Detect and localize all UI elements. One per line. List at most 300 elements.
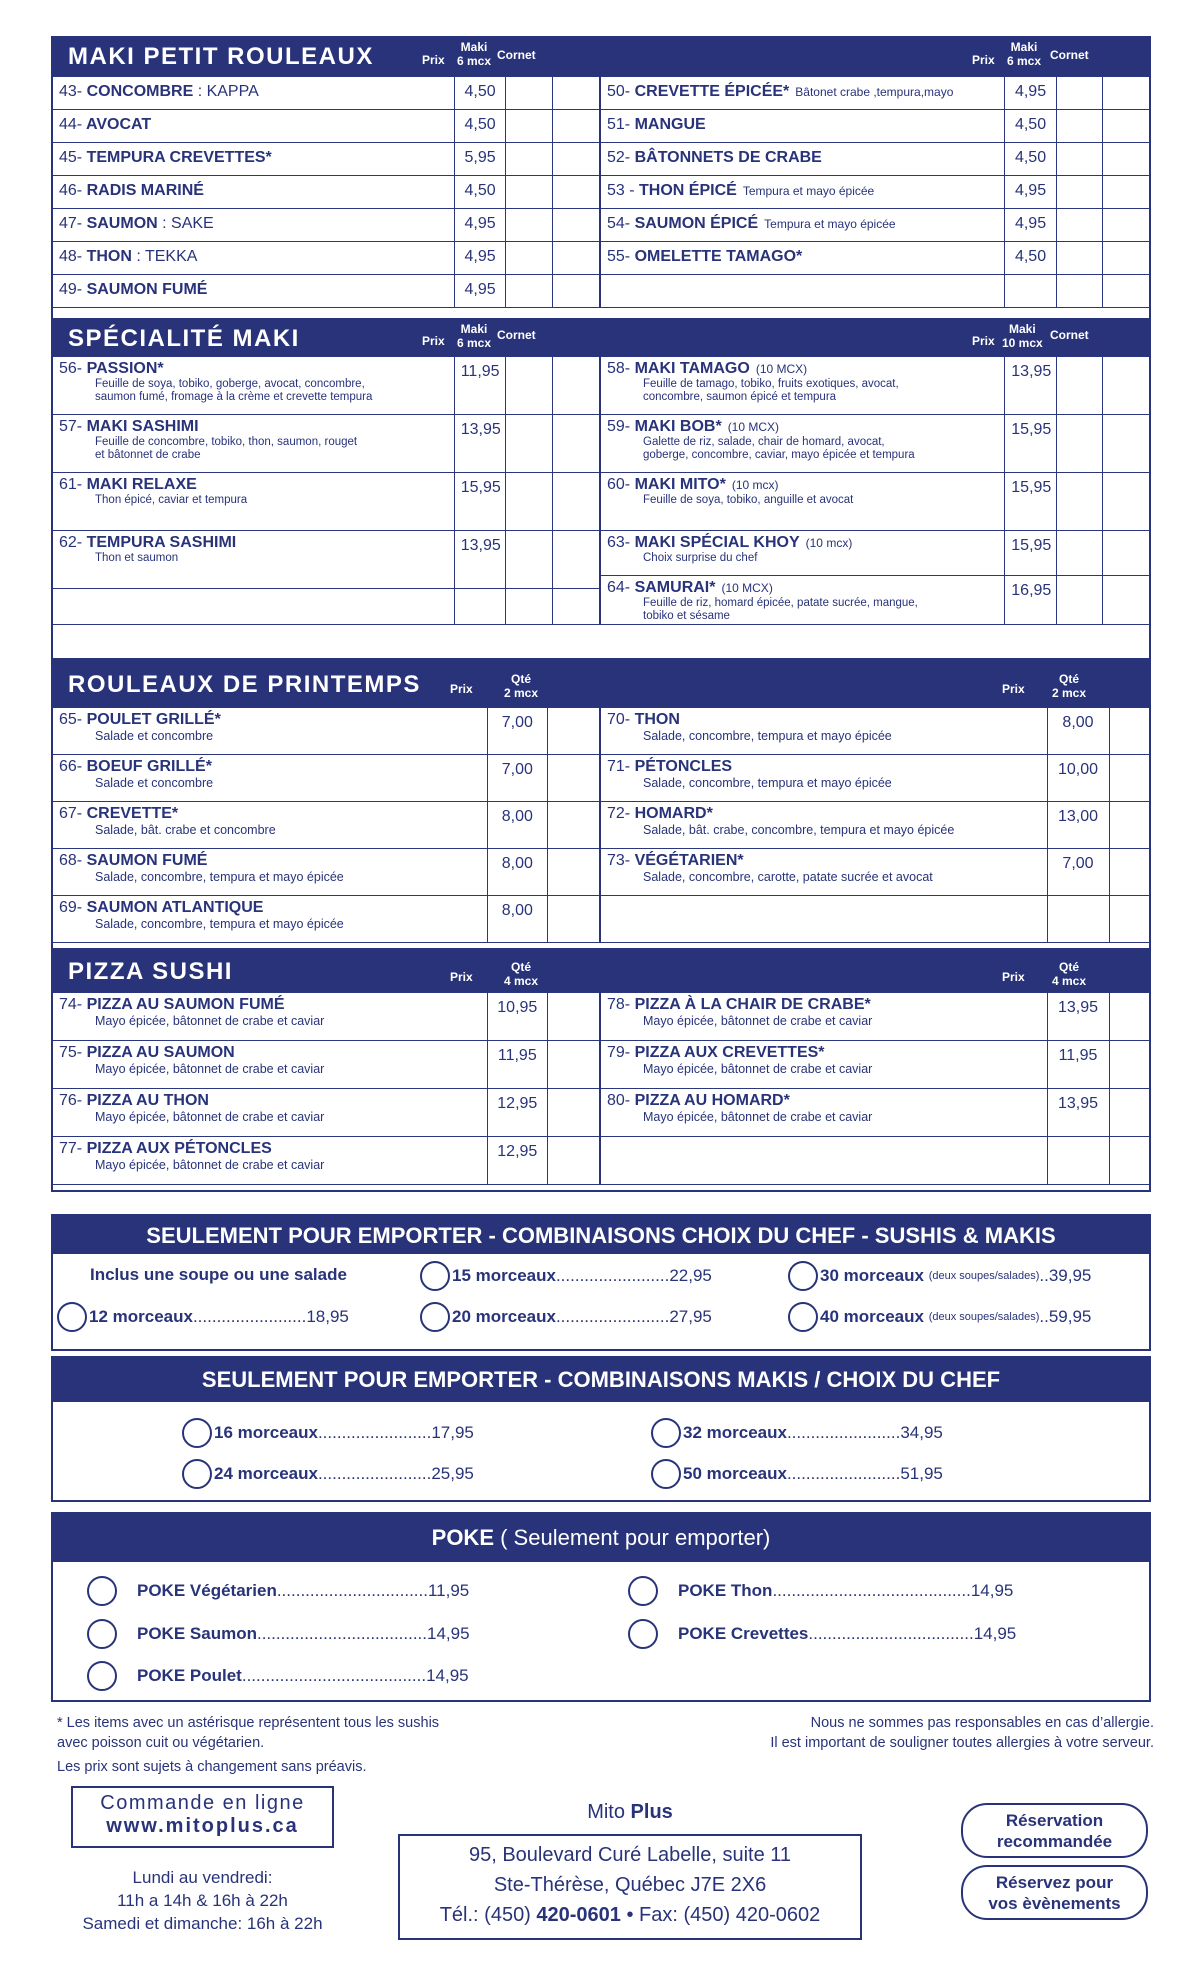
quantity-box[interactable]	[1056, 275, 1102, 308]
radio-circle[interactable]	[420, 1261, 450, 1291]
menu-item-name: 67- CREVETTE*	[59, 805, 179, 822]
menu-item-price: 13,95	[454, 415, 506, 473]
pizza-sushi-section	[51, 950, 1151, 1192]
column-header: Cornet	[1050, 48, 1089, 62]
menu-item-name: 68- SAUMON FUMÉ	[59, 852, 208, 869]
radio-circle[interactable]	[87, 1576, 117, 1606]
menu-item-price: 4,50	[454, 77, 506, 110]
menu-item-name: 45- TEMPURA CREVETTES*	[59, 149, 272, 166]
menu-item-name: 56- PASSION*	[59, 360, 164, 377]
menu-item-name: 49- SAUMON FUMÉ	[59, 281, 208, 298]
menu-item-name: 51- MANGUE	[607, 116, 706, 133]
menu-item-description: Feuille de soya, tobiko, goberge, avocat, concombre, saumon fumé, fromage à la crème et crevette tempura	[95, 378, 373, 403]
menu-item-row	[601, 110, 1149, 143]
menu-item-cell	[53, 1089, 487, 1137]
menu-item-cell	[53, 896, 487, 943]
menu-item-name: 66- BOEUF GRILLÉ*	[59, 758, 212, 775]
menu-column-right	[601, 992, 1149, 1185]
menu-item-row	[53, 275, 599, 308]
online-order-label: Commande en ligne	[100, 1792, 305, 1814]
radio-circle[interactable]	[628, 1576, 658, 1606]
quantity-box[interactable]	[1103, 110, 1149, 143]
column-header: Prix	[972, 334, 995, 348]
menu-item-price: 4,50	[454, 176, 506, 209]
section-header	[53, 38, 1149, 76]
menu-item-price: 13,95	[1005, 357, 1057, 415]
menu-item-cell	[601, 802, 1047, 849]
menu-item-row	[601, 242, 1149, 275]
menu-item-description: Thon épicé, caviar et tempura	[95, 494, 248, 506]
menu-item-description: Mayo épicée, bâtonnet de crabe et caviar	[643, 1110, 873, 1124]
menu-item-description: Salade, concombre, tempura et mayo épicée	[643, 729, 892, 743]
combo-option-50[interactable]: 50 morceaux ........................ 51,95	[651, 1459, 943, 1489]
quantity-box[interactable]	[547, 1089, 599, 1137]
phone-fax-line: Tél.: (450) 420-0601 • Fax: (450) 420-0602	[439, 1904, 821, 1926]
combo-option-32[interactable]: 32 morceaux ........................ 34,95	[651, 1418, 943, 1448]
menu-item-description: Salade, concombre, carotte, patate sucrée et avocat	[643, 870, 933, 884]
quantity-box[interactable]	[552, 176, 599, 209]
menu-item-row	[53, 531, 599, 589]
combo-makis-title: SEULEMENT POUR EMPORTER - COMBINAISONS MAKIS / CHOIX DU CHEF	[53, 1358, 1149, 1402]
combo-option-15[interactable]: 15 morceaux ........................ 22,95	[420, 1261, 712, 1291]
poke-option-vegetarien[interactable]: POKE Végétarien ................................ 11,95	[87, 1576, 469, 1606]
menu-item-price: 12,95	[487, 1089, 547, 1137]
menu-table	[53, 356, 599, 625]
combo-option-16[interactable]: 16 morceaux ........................ 17,95	[182, 1418, 474, 1448]
quantity-box[interactable]	[1056, 209, 1102, 242]
menu-item-description: Choix surprise du chef	[643, 552, 758, 564]
quantity-box[interactable]	[1103, 176, 1149, 209]
menu-item-description: Salade et concombre	[95, 776, 214, 790]
menu-item-price	[1005, 275, 1057, 308]
quantity-box[interactable]	[1056, 77, 1102, 110]
menu-column-left	[53, 76, 601, 308]
quantity-box[interactable]	[552, 110, 599, 143]
quantity-box[interactable]	[547, 993, 599, 1041]
menu-item-row	[601, 176, 1149, 209]
menu-item-row	[53, 896, 599, 943]
combo-option-20[interactable]: 20 morceaux ........................ 27,95	[420, 1302, 712, 1332]
menu-item-price: 5,95	[454, 143, 506, 176]
menu-table	[53, 707, 599, 943]
menu-item-description: Mayo épicée, bâtonnet de crabe et caviar	[95, 1158, 325, 1172]
menu-item-description: Feuille de concombre, tobiko, thon, saumon, rouget et bâtonnet de crabe	[95, 436, 358, 461]
address-box	[398, 1834, 862, 1940]
menu-item-price: 8,00	[487, 849, 547, 896]
column-header: Prix	[422, 334, 445, 348]
menu-item-cell	[601, 473, 1005, 531]
menu-item-cell	[601, 209, 1005, 242]
menu-item-row	[601, 802, 1149, 849]
menu-item-description: Feuille de riz, homard épicée, patate sucrée, mangue, tobiko et sésame	[643, 597, 918, 622]
quantity-box[interactable]	[1056, 143, 1102, 176]
quantity-box[interactable]	[552, 242, 599, 275]
menu-item-cell	[53, 531, 454, 589]
menu-item-price: 4,95	[1005, 209, 1057, 242]
menu-table	[53, 992, 599, 1185]
section-title: MAKI PETIT ROULEAUX	[68, 43, 374, 70]
rouleaux-printemps-section	[51, 660, 1151, 950]
menu-item-price: 15,95	[1005, 531, 1057, 576]
menu-column-left	[53, 356, 601, 625]
radio-circle[interactable]	[87, 1661, 117, 1691]
menu-table	[601, 707, 1149, 943]
menu-item-name: 64- SAMURAI* (10 MCX)	[607, 579, 773, 596]
menu-item-name: 46- RADIS MARINÉ	[59, 182, 204, 199]
quantity-box[interactable]	[1109, 993, 1149, 1041]
column-header: Prix	[972, 53, 995, 67]
menu-item-cell	[53, 242, 454, 275]
quantity-box[interactable]	[1103, 77, 1149, 110]
menu-item-name: 58- MAKI TAMAGO (10 MCX)	[607, 360, 808, 377]
menu-item-price: 7,00	[487, 708, 547, 755]
maki-petit-rouleaux-section	[51, 36, 1151, 320]
quantity-box[interactable]	[552, 143, 599, 176]
menu-item-price: 8,00	[487, 896, 547, 943]
combo-option-12[interactable]: 12 morceaux ........................ 18,95	[57, 1302, 349, 1332]
menu-item-name: 73- VÉGÉTARIEN*	[607, 852, 744, 869]
menu-item-row	[601, 415, 1149, 473]
menu-item-name: 72- HOMARD*	[607, 805, 713, 822]
quantity-box[interactable]	[506, 176, 553, 209]
menu-item-description: Salade, concombre, tempura et mayo épicée	[95, 917, 344, 931]
column-header: Qté 2 mcx	[1052, 672, 1087, 700]
menu-item-name: 48- THON : TEKKA	[59, 248, 198, 265]
section-header	[53, 952, 1149, 992]
quantity-box[interactable]	[1103, 473, 1149, 531]
quantity-box[interactable]	[1109, 849, 1149, 896]
menu-item-row	[601, 896, 1149, 943]
menu-item-price: 15,95	[1005, 415, 1057, 473]
menu-table	[601, 76, 1149, 308]
quantity-box[interactable]	[1109, 1137, 1149, 1185]
combo-included-note: Inclus une soupe ou une salade	[90, 1265, 347, 1284]
menu-item-description: Mayo épicée, bâtonnet de crabe et caviar	[643, 1062, 873, 1076]
quantity-box[interactable]	[547, 849, 599, 896]
specialite-maki-section	[51, 320, 1151, 660]
menu-item-price: 4,50	[1005, 110, 1057, 143]
menu-item-row	[53, 242, 599, 275]
section-header	[53, 662, 1149, 707]
quantity-box[interactable]	[1109, 1041, 1149, 1089]
quantity-box[interactable]	[1103, 531, 1149, 576]
quantity-box[interactable]	[552, 275, 599, 308]
quantity-box[interactable]	[1056, 415, 1102, 473]
quantity-box[interactable]	[547, 1137, 599, 1185]
quantity-box[interactable]	[1056, 110, 1102, 143]
menu-item-name: 63- MAKI SPÉCIAL KHOY (10 mcx)	[607, 534, 853, 551]
menu-item-name: 75- PIZZA AU SAUMON	[59, 1044, 235, 1061]
column-header: Cornet	[497, 48, 536, 62]
combo-option-40[interactable]: 40 morceaux (deux soupes/salades) .. 59,95	[788, 1302, 1091, 1332]
menu-item-row	[601, 576, 1149, 625]
menu-item-row	[601, 755, 1149, 802]
menu-item-price: 11,95	[487, 1041, 547, 1089]
menu-item-row	[601, 357, 1149, 415]
quantity-box[interactable]	[1103, 357, 1149, 415]
radio-circle[interactable]	[87, 1619, 117, 1649]
menu-item-description: Mayo épicée, bâtonnet de crabe et caviar	[95, 1062, 325, 1076]
quantity-box[interactable]	[547, 802, 599, 849]
quantity-box[interactable]	[506, 143, 553, 176]
menu-item-description: Galette de riz, salade, chair de homard, avocat, goberge, concombre, caviar, mayo épicée et tempura	[643, 436, 915, 461]
menu-item-name: 65- POULET GRILLÉ*	[59, 711, 221, 728]
menu-item-name: 59- MAKI BOB* (10 MCX)	[607, 418, 780, 435]
menu-item-cell	[53, 77, 454, 110]
combo-chef-sushis-makis	[51, 1214, 1151, 1351]
menu-item-row	[601, 143, 1149, 176]
menu-item-row	[601, 209, 1149, 242]
quantity-box[interactable]	[552, 77, 599, 110]
menu-item-row	[53, 415, 599, 473]
asterisk-note: * Les items avec un astérisque représentent tous les sushis avec poisson cuit ou végétarien.	[57, 1715, 440, 1751]
menu-item-row	[601, 1137, 1149, 1185]
radio-circle[interactable]	[420, 1302, 450, 1332]
menu-item-price: 11,95	[454, 357, 506, 415]
menu-item-cell	[53, 708, 487, 755]
menu-item-cell	[53, 357, 454, 415]
menu-item-name: 62- TEMPURA SASHIMI	[59, 534, 237, 551]
column-header: Prix	[450, 682, 473, 696]
combo-option-30[interactable]: 30 morceaux (deux soupes/salades) .. 39,95	[788, 1261, 1091, 1291]
quantity-box[interactable]	[1056, 576, 1102, 625]
menu-item-cell	[53, 110, 454, 143]
menu-item-description: Salade, concombre, tempura et mayo épicée	[95, 870, 344, 884]
quantity-box[interactable]	[1056, 531, 1102, 576]
quantity-box[interactable]	[1056, 473, 1102, 531]
menu-item-name: 47- SAUMON : SAKE	[59, 215, 214, 232]
quantity-box[interactable]	[547, 896, 599, 943]
column-header: Maki 10 mcx	[1002, 322, 1043, 350]
menu-item-cell	[601, 1089, 1047, 1137]
menu-item-price: 13,95	[1047, 993, 1109, 1041]
menu-item-cell	[601, 1137, 1047, 1185]
menu-item-price	[1047, 1137, 1109, 1185]
menu-column-right	[601, 356, 1149, 625]
menu-item-row	[601, 849, 1149, 896]
menu-item-description: Feuille de tamago, tobiko, fruits exotiques, avocat, concombre, saumon épicé et tempura	[643, 378, 899, 403]
menu-item-name: 71- PÉTONCLES	[607, 758, 733, 775]
quantity-box[interactable]	[1109, 1089, 1149, 1137]
menu-item-price: 15,95	[1005, 473, 1057, 531]
quantity-box[interactable]	[552, 209, 599, 242]
menu-item-price: 7,00	[487, 755, 547, 802]
quantity-box[interactable]	[506, 77, 553, 110]
menu-item-price: 13,95	[1047, 1089, 1109, 1137]
menu-column-right	[601, 76, 1149, 308]
menu-item-cell	[601, 576, 1005, 625]
column-header: Maki 6 mcx	[457, 322, 492, 350]
column-header: Qté 2 mcx	[504, 672, 539, 700]
menu-column-left	[53, 992, 601, 1185]
radio-circle[interactable]	[651, 1459, 681, 1489]
quantity-box[interactable]	[1056, 357, 1102, 415]
quantity-box[interactable]	[1103, 415, 1149, 473]
menu-item-cell	[601, 77, 1005, 110]
quantity-box[interactable]	[547, 708, 599, 755]
menu-item-name: 74- PIZZA AU SAUMON FUMÉ	[59, 996, 285, 1013]
quantity-box[interactable]	[1103, 143, 1149, 176]
column-header: Qté 4 mcx	[504, 960, 539, 988]
quantity-box[interactable]	[1103, 242, 1149, 275]
menu-item-price: 4,95	[1005, 176, 1057, 209]
combo-option-24[interactable]: 24 morceaux ........................ 25,95	[182, 1459, 474, 1489]
menu-item-row	[53, 77, 599, 110]
menu-item-row	[601, 77, 1149, 110]
menu-item-description: Mayo épicée, bâtonnet de crabe et caviar	[95, 1014, 325, 1028]
menu-item-row	[601, 275, 1149, 308]
radio-circle[interactable]	[57, 1302, 87, 1332]
menu-item-row	[53, 357, 599, 415]
menu-item-price: 4,95	[454, 242, 506, 275]
radio-circle[interactable]	[651, 1418, 681, 1448]
quantity-box[interactable]	[506, 242, 553, 275]
menu-table	[53, 76, 599, 308]
menu-table	[601, 992, 1149, 1185]
menu-item-cell	[601, 1041, 1047, 1089]
menu-item-cell	[53, 993, 487, 1041]
radio-circle[interactable]	[182, 1418, 212, 1448]
menu-item-price: 4,50	[1005, 143, 1057, 176]
column-header: Prix	[1002, 970, 1025, 984]
poke-title: POKE ( Seulement pour emporter)	[53, 1514, 1149, 1562]
quantity-box[interactable]	[506, 110, 553, 143]
menu-item-row	[53, 209, 599, 242]
column-header: Qté 4 mcx	[1052, 960, 1087, 988]
poke-option-crevettes[interactable]: POKE Crevettes ................................... 14,95	[628, 1619, 1016, 1649]
column-header: Prix	[450, 970, 473, 984]
menu-item-price: 10,00	[1047, 755, 1109, 802]
menu-item-cell	[53, 1041, 487, 1089]
address-line-2: Ste-Thérèse, Québec J7E 2X6	[493, 1874, 767, 1896]
website-link[interactable]: www.mitoplus.ca	[106, 1815, 299, 1837]
quantity-box[interactable]	[506, 209, 553, 242]
menu-item-price: 13,95	[454, 531, 506, 589]
menu-item-price: 4,50	[454, 110, 506, 143]
menu-item-name: 61- MAKI RELAXE	[59, 476, 197, 493]
quantity-box[interactable]	[1056, 242, 1102, 275]
menu-item-row	[53, 849, 599, 896]
menu-item-description: Thon et saumon	[95, 552, 179, 564]
menu-item-cell	[53, 473, 454, 531]
menu-item-price: 12,95	[487, 1137, 547, 1185]
menu-item-row	[601, 1089, 1149, 1137]
menu-item-row	[53, 755, 599, 802]
menu-item-cell	[53, 849, 487, 896]
menu-item-name: 78- PIZZA À LA CHAIR DE CRABE*	[607, 996, 871, 1013]
menu-item-cell	[601, 755, 1047, 802]
menu-item-name: 76- PIZZA AU THON	[59, 1092, 209, 1109]
price-change-note: Les prix sont sujets à changement sans préavis.	[57, 1759, 367, 1775]
menu-item-price: 4,95	[454, 209, 506, 242]
menu-item-name: 79- PIZZA AUX CREVETTES*	[607, 1044, 825, 1061]
menu-item-name: 43- CONCOMBRE : KAPPA	[59, 83, 259, 100]
quantity-box[interactable]	[506, 415, 553, 473]
menu-item-description: Salade, concombre, tempura et mayo épicée	[643, 776, 892, 790]
radio-circle[interactable]	[788, 1302, 818, 1332]
quantity-box[interactable]	[506, 473, 553, 531]
quantity-box[interactable]	[506, 531, 553, 589]
menu-item-cell	[601, 143, 1005, 176]
column-header: Prix	[422, 53, 445, 67]
combo-makis-chef	[51, 1356, 1151, 1502]
menu-item-cell	[53, 589, 454, 625]
events-badge: Réservez pour vos èvènements	[961, 1865, 1148, 1920]
poke-option-thon[interactable]: POKE Thon .......................................... 14,95	[628, 1576, 1013, 1606]
poke-option-saumon[interactable]: POKE Saumon .................................... 14,95	[87, 1619, 470, 1649]
menu-item-row	[53, 1089, 599, 1137]
quantity-box[interactable]	[1109, 802, 1149, 849]
menu-item-price: 4,50	[1005, 242, 1057, 275]
menu-item-cell	[601, 896, 1047, 943]
menu-item-price: 7,00	[1047, 849, 1109, 896]
menu-item-price: 15,95	[454, 473, 506, 531]
menu-item-cell	[53, 143, 454, 176]
menu-item-price: 13,00	[1047, 802, 1109, 849]
menu-item-price	[1047, 896, 1109, 943]
quantity-box[interactable]	[1103, 209, 1149, 242]
quantity-box[interactable]	[506, 275, 553, 308]
menu-item-row	[53, 708, 599, 755]
menu-item-name: 60- MAKI MITO* (10 mcx)	[607, 476, 779, 493]
quantity-box[interactable]	[552, 415, 599, 473]
restaurant-name: Mito Plus	[587, 1801, 673, 1823]
quantity-box[interactable]	[552, 589, 599, 625]
radio-circle[interactable]	[628, 1619, 658, 1649]
menu-item-cell	[53, 176, 454, 209]
quantity-box[interactable]	[552, 531, 599, 589]
menu-item-name: 80- PIZZA AU HOMARD*	[607, 1092, 790, 1109]
quantity-box[interactable]	[552, 473, 599, 531]
quantity-box[interactable]	[506, 589, 553, 625]
quantity-box[interactable]	[1056, 176, 1102, 209]
menu-item-cell	[53, 755, 487, 802]
menu-item-name: 54- SAUMON ÉPICÉ Tempura et mayo épicée	[607, 215, 896, 232]
section-title: SPÉCIALITÉ MAKI	[68, 325, 300, 352]
online-order-box[interactable]	[71, 1786, 334, 1848]
menu-item-name: 55- OMELETTE TAMAGO*	[607, 248, 803, 265]
address-line-1: 95, Boulevard Curé Labelle, suite 11	[468, 1844, 792, 1866]
menu-item-name: 69- SAUMON ATLANTIQUE	[59, 899, 264, 916]
quantity-box[interactable]	[1109, 896, 1149, 943]
quantity-box[interactable]	[1103, 576, 1149, 625]
quantity-box[interactable]	[547, 1041, 599, 1089]
radio-circle[interactable]	[788, 1261, 818, 1291]
quantity-box[interactable]	[1109, 708, 1149, 755]
column-header: Prix	[1002, 682, 1025, 696]
menu-item-cell	[601, 531, 1005, 576]
quantity-box[interactable]	[506, 357, 553, 415]
menu-item-cell	[601, 242, 1005, 275]
quantity-box[interactable]	[1103, 275, 1149, 308]
menu-item-row	[53, 110, 599, 143]
radio-circle[interactable]	[182, 1459, 212, 1489]
menu-item-price: 4,95	[1005, 77, 1057, 110]
menu-item-cell	[53, 415, 454, 473]
menu-item-row	[53, 589, 599, 625]
menu-item-price: 16,95	[1005, 576, 1057, 625]
quantity-box[interactable]	[552, 357, 599, 415]
menu-item-price: 11,95	[1047, 1041, 1109, 1089]
menu-table	[601, 356, 1149, 625]
quantity-box[interactable]	[1109, 755, 1149, 802]
menu-item-row	[53, 802, 599, 849]
menu-item-row	[53, 1137, 599, 1185]
quantity-box[interactable]	[547, 755, 599, 802]
menu-item-cell	[601, 415, 1005, 473]
menu-item-cell	[601, 849, 1047, 896]
poke-option-poulet[interactable]: POKE Poulet ....................................... 14,95	[87, 1661, 469, 1691]
